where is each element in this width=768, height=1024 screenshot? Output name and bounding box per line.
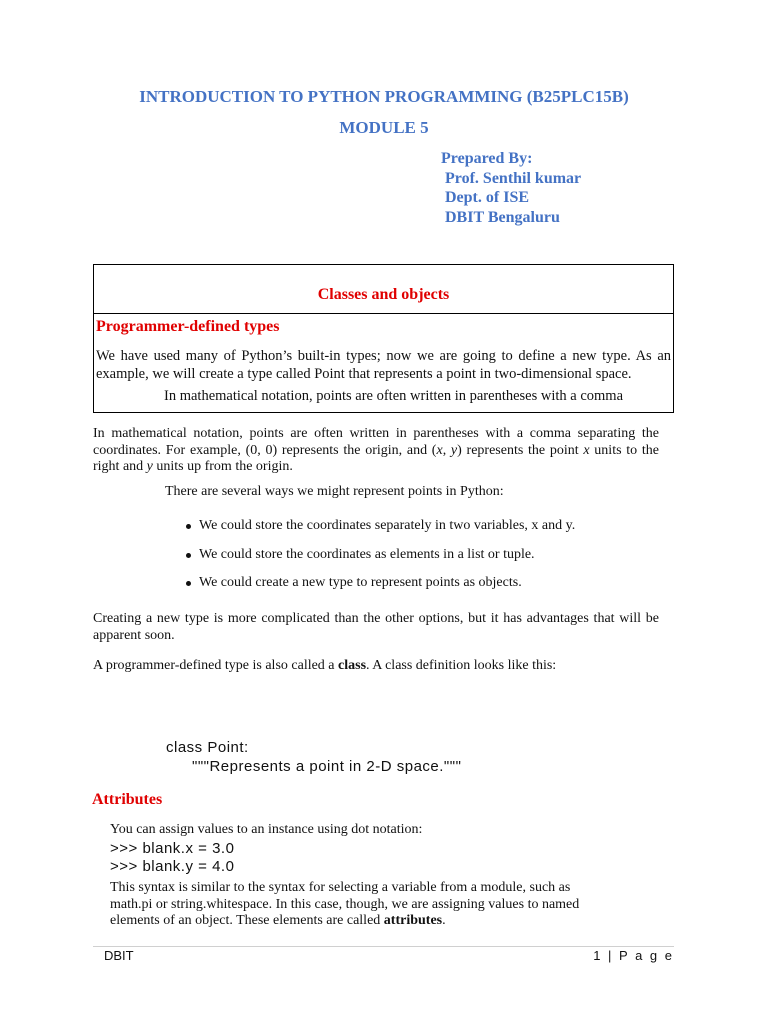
box-clipped-line: In mathematical notation, points are often written in parentheses with a comma — [164, 388, 624, 404]
points-text-2: ) represents the point — [457, 442, 584, 458]
points-x2: x — [583, 442, 590, 458]
points-paragraph — [93, 426, 659, 476]
class-intro-paragraph — [93, 658, 556, 675]
author-dept: Dept. of ISE — [445, 189, 530, 206]
points-text-4: units up from the origin. — [152, 459, 293, 474]
points-y2: y — [146, 459, 153, 474]
footer-page — [593, 948, 674, 963]
section-heading: Programmer-defined types — [96, 318, 280, 335]
prepared-by-label: Prepared By: — [441, 150, 533, 167]
bullet-text: We could create a new type to represent points as objects. — [199, 575, 522, 590]
attributes-intro: You can assign values to an instance using dot notation: — [110, 822, 423, 837]
bullet-text: We could store the coordinates as elements in a list or tuple. — [199, 547, 535, 562]
author-institute: DBIT Bengaluru — [445, 209, 560, 226]
class-keyword: class — [338, 658, 367, 673]
attributes-text-end: . — [442, 913, 446, 928]
page-number: 1 — [593, 948, 603, 963]
code-class-line: class Point: — [166, 739, 249, 756]
bullet-item — [186, 518, 575, 534]
class-intro-text: A programmer-defined type is also called a — [93, 658, 339, 673]
points-text-1: In mathematical notation, points are often written in parentheses with a comma separating the coordinates. For example, (0, 0) represents the origin, and ( — [93, 426, 659, 458]
code-docstring-line: """Represents a point in 2-D space.""" — [192, 758, 462, 775]
author-name: Prof. Senthil kumar — [445, 170, 582, 187]
bullet-dot — [186, 581, 191, 586]
attr-code-y: >>> blank.y = 4.0 — [110, 858, 235, 875]
attributes-text: This syntax is similar to the syntax for selecting a variable from a module, such as math.pi or string.whitespace. In this case, though, we are assigning values to named elements of an object. These elements are called — [110, 880, 580, 928]
points-text-3: units to the right and — [93, 442, 659, 474]
new-type-paragraph: Creating a new type is more complicated than the other options, but it has advantages that will be apparent soon. — [93, 611, 659, 643]
points-y: y — [450, 442, 458, 458]
attr-code-x: >>> blank.x = 3.0 — [110, 840, 235, 857]
attributes-heading: Attributes — [92, 791, 163, 808]
bullet-item — [186, 575, 522, 591]
footer-institute: DBIT — [104, 948, 134, 963]
box-title-row — [94, 265, 673, 314]
section-box — [93, 264, 674, 413]
box-title: Classes and objects — [317, 286, 450, 303]
class-intro-text-2: . A class definition looks like this: — [366, 658, 557, 673]
bullet-text: We could store the coordinates separately in two variables, x and y. — [199, 518, 576, 533]
footer-divider — [93, 946, 674, 947]
box-paragraph: We have used many of Python’s built-in types; now we are going to define a new type. As an example, we will create a type called Point that represents a point in two-dimensional space. — [96, 348, 671, 382]
ways-intro: There are several ways we might represent points in Python: — [165, 484, 504, 499]
bullet-dot — [186, 553, 191, 558]
points-x: x — [436, 442, 443, 458]
points-comma: , — [442, 442, 451, 458]
module-title: MODULE 5 — [339, 118, 429, 137]
course-title: INTRODUCTION TO PYTHON PROGRAMMING (B25PLC15B) — [139, 87, 629, 106]
page-label: P a g e — [619, 948, 674, 963]
attributes-keyword: attributes — [383, 913, 443, 928]
page-separator: | — [602, 948, 620, 963]
bullet-dot — [186, 524, 191, 529]
attributes-paragraph — [110, 880, 606, 930]
bullet-item — [186, 547, 535, 563]
